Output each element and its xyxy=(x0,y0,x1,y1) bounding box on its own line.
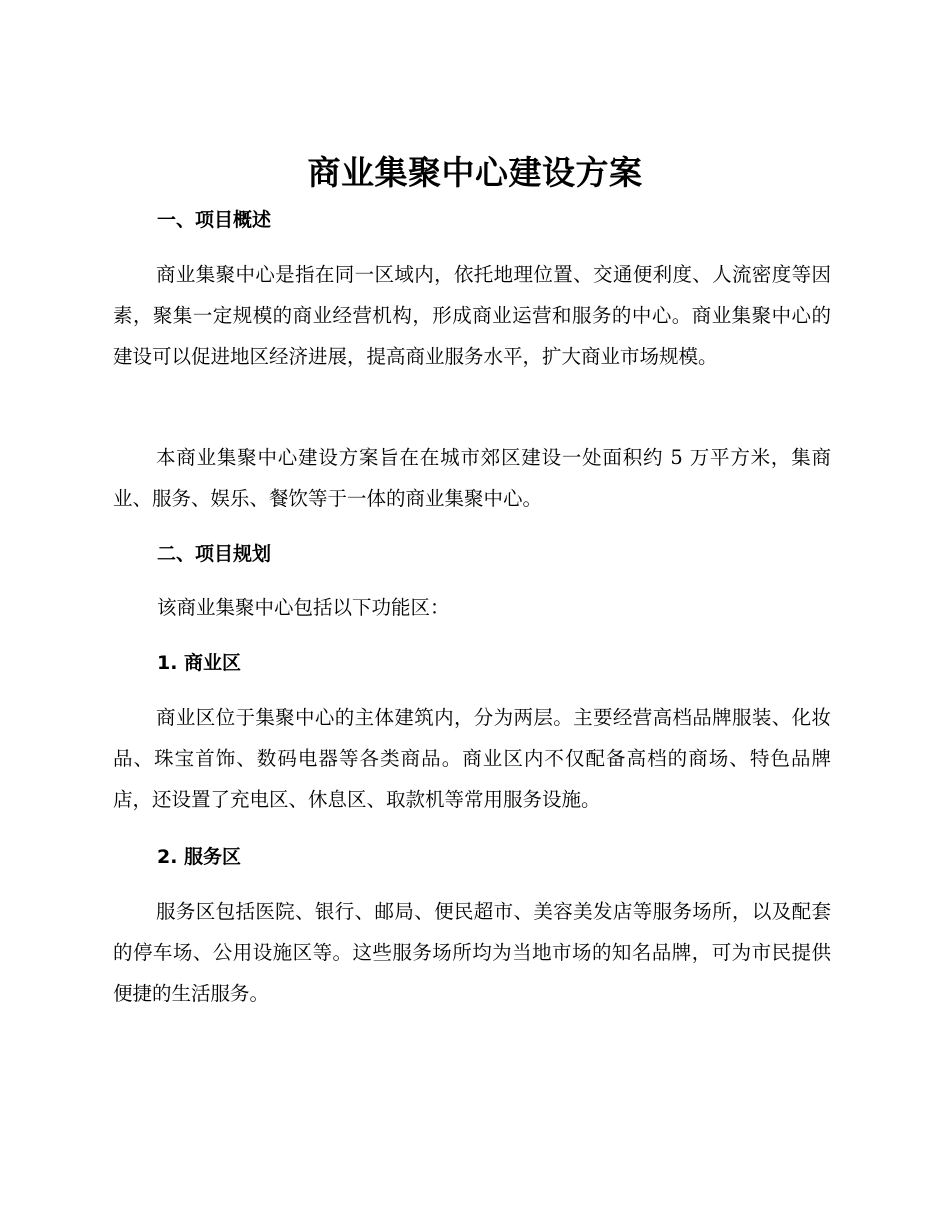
commercial-paragraph: 商业区位于集聚中心的主体建筑内，分为两层。主要经营高档品牌服装、化妆品、珠宝首饰、数码电器等各类商品。商业区内不仅配备高档的商场、特色品牌店，还设置了充电区、休息区、取款机等常用服务设施。 xyxy=(113,706,831,811)
subsection-heading-commercial: 1. 商业区 xyxy=(157,652,242,674)
subsection-heading-service: 2. 服务区 xyxy=(157,846,242,868)
overview-paragraph-1: 商业集聚中心是指在同一区域内，依托地理位置、交通便利度、人流密度等因素，聚集一定规模的商业经营机构，形成商业运营和服务的中心。商业集聚中心的建设可以促进地区经济进展，提高商业服务水平，扩大商业市场规模。 xyxy=(113,263,831,368)
section-heading-planning: 二、项目规划 xyxy=(157,543,272,565)
planning-intro: 该商业集聚中心包括以下功能区： xyxy=(157,596,450,619)
section-heading-overview: 一、项目概述 xyxy=(157,209,272,231)
overview-paragraph-2: 本商业集聚中心建设方案旨在在城市郊区建设一处面积约 5 万平方米，集商业、服务、娱乐、餐饮等于一体的商业集聚中心。 xyxy=(113,446,831,510)
document-title: 商业集聚中心建设方案 xyxy=(307,153,643,192)
service-paragraph: 服务区包括医院、银行、邮局、便民超市、美容美发店等服务场所，以及配套的停车场、公用设施区等。这些服务场所均为当地市场的知名品牌，可为市民提供便捷的生活服务。 xyxy=(113,900,831,1005)
